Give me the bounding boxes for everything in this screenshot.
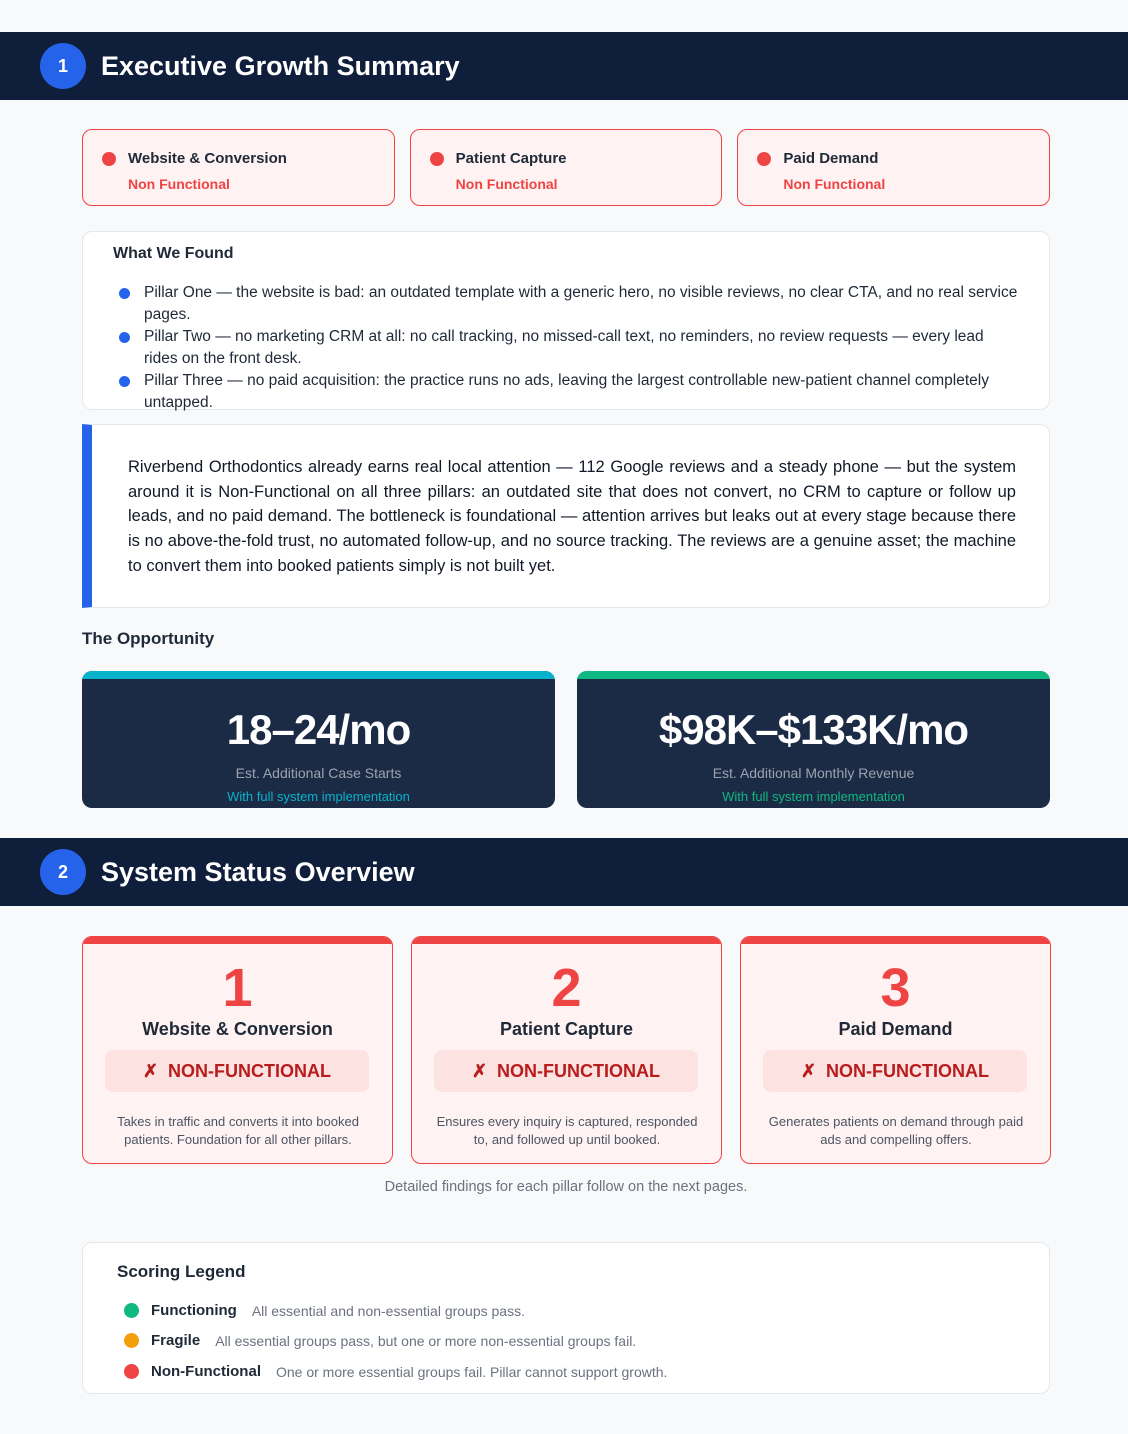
metric-accent-bar [82, 671, 555, 679]
section-title: System Status Overview [101, 856, 415, 887]
findings-card [82, 231, 1050, 410]
status-dot-icon [124, 1303, 139, 1318]
legend-name: Fragile [151, 1332, 201, 1349]
metric-subtext: With full system implementation [227, 789, 410, 804]
pillar-description: Ensures every inquiry is captured, responded to, and followed up until booked. [436, 1114, 698, 1147]
legend-title: Scoring Legend [117, 1262, 246, 1281]
section-header-executive-summary [0, 32, 1128, 100]
cross-icon: ✗ [142, 1060, 159, 1081]
cross-icon: ✗ [800, 1060, 817, 1081]
pillar-status: Non Functional [783, 176, 886, 192]
narrative-text: Riverbend Orthodontics already earns real local attention — 112 Google reviews and a steady phone — but the system around it is Non-Functional on all three pillars: an outdated site that does not convert, no CRM to capture or follow up leads, and no paid demand. The bottleneck is foundational — attention arrives but leaks out at every stage because there is no above-the-fold trust, no automated follow-up, and no source tracking. The reviews are a genuine asset; the machine to convert them into booked patients simply is not built yet. [128, 458, 1016, 575]
findings-title: What We Found [113, 245, 234, 262]
status-dot-icon [102, 152, 116, 166]
pillar-status: Non Functional [128, 176, 230, 192]
status-badge-label: NON-FUNCTIONAL [826, 1060, 990, 1081]
pillar-card-patient-capture [411, 936, 722, 1164]
opportunity-title: The Opportunity [82, 629, 215, 648]
pillar-number: 2 [551, 958, 582, 1018]
metric-value: $98K–$133K/mo [658, 706, 969, 753]
status-dot-icon [124, 1333, 139, 1348]
pillar-description: Generates patients on demand through paid ads and compelling offers. [768, 1114, 1024, 1147]
section-number-badge: 2 [40, 849, 86, 895]
narrative-callout [82, 424, 1050, 608]
metric-card-monthly-revenue [577, 671, 1050, 808]
bullet-icon [119, 332, 130, 343]
finding-text: Pillar Three — no paid acquisition: the practice runs no ads, leaving the largest controllable new-patient channel completely untapped. [144, 372, 989, 411]
status-badge-label: NON-FUNCTIONAL [497, 1060, 661, 1081]
legend-name: Functioning [151, 1302, 237, 1319]
pillar-status-row [82, 129, 1050, 206]
scoring-legend [82, 1242, 1050, 1394]
status-dot-icon [124, 1364, 139, 1379]
card-accent-bar [412, 937, 721, 944]
bullet-icon [119, 376, 130, 387]
legend-text: All essential groups pass, but one or more non-essential groups fail. [215, 1332, 637, 1349]
list-item [119, 370, 1019, 414]
metric-label: Est. Additional Case Starts [235, 765, 402, 781]
finding-text: Pillar One — the website is bad: an outdated template with a generic hero, no visible reviews, no clear CTA, and no real service pages. [144, 284, 1018, 323]
pillar-status: Non Functional [455, 176, 558, 192]
legend-text: One or more essential groups fail. Pillar cannot support growth. [275, 1363, 668, 1380]
bullet-icon [119, 288, 130, 299]
legend-item-fragile [124, 1332, 636, 1349]
finding-text: Pillar Two — no marketing CRM at all: no call tracking, no missed-call text, no reminders, no review requests — every lead rides on the front desk. [144, 328, 984, 367]
pillar-name: Website & Conversion [142, 1019, 333, 1039]
metric-subtext: With full system implementation [722, 789, 905, 804]
status-badge-label: NON-FUNCTIONAL [168, 1060, 332, 1081]
card-accent-bar [741, 937, 1050, 944]
pillar-name: Paid Demand [838, 1019, 953, 1039]
legend-name: Non-Functional [151, 1363, 261, 1380]
pillar-status-card [410, 129, 723, 206]
section-header-system-status [0, 838, 1128, 906]
metric-card-case-starts [82, 671, 555, 808]
pillar-name: Website & Conversion [128, 150, 287, 167]
status-badge [105, 1050, 369, 1092]
status-badge [434, 1050, 698, 1092]
list-item [119, 326, 1019, 370]
pillar-status-card [737, 129, 1050, 206]
pillar-description: Takes in traffic and converts it into booked patients. Foundation for all other pillars. [117, 1114, 359, 1147]
card-accent-bar [83, 937, 392, 944]
list-item [119, 282, 1019, 326]
status-dot-icon [430, 152, 444, 166]
findings-note: Detailed findings for each pillar follow on the next pages. [384, 1179, 748, 1195]
metric-value: 18–24/mo [226, 706, 411, 753]
pillar-name: Patient Capture [455, 150, 567, 167]
status-dot-icon [757, 152, 771, 166]
metric-label: Est. Additional Monthly Revenue [712, 765, 915, 781]
status-badge [763, 1050, 1027, 1092]
pillar-number: 3 [880, 958, 911, 1018]
pillar-number: 1 [222, 958, 253, 1018]
pillar-name: Patient Capture [499, 1019, 634, 1039]
legend-text: All essential and non-essential groups pass. [251, 1302, 525, 1319]
pillar-card-paid-demand [740, 936, 1051, 1164]
findings-list [119, 282, 1019, 414]
section-title: Executive Growth Summary [101, 50, 460, 81]
pillar-name: Paid Demand [783, 150, 879, 167]
pillar-status-card [82, 129, 395, 206]
legend-item-non-functional [124, 1363, 667, 1380]
metric-accent-bar [577, 671, 1050, 679]
legend-item-functioning [124, 1302, 525, 1319]
section-number-badge: 1 [40, 43, 86, 89]
cross-icon: ✗ [471, 1060, 488, 1081]
pillar-card-website [82, 936, 393, 1164]
